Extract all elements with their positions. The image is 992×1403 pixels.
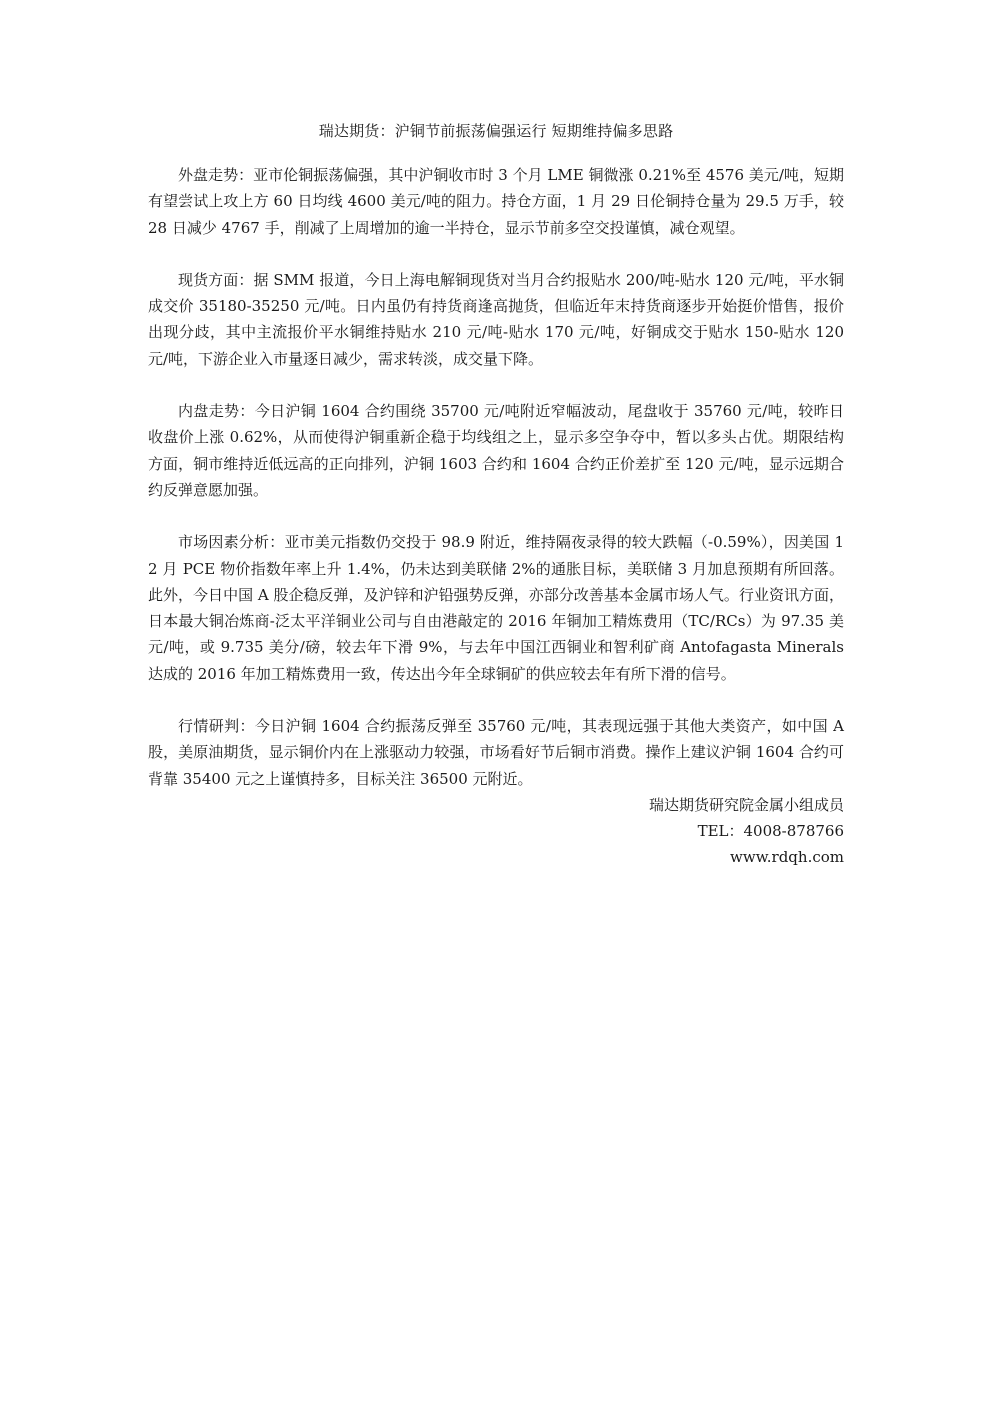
paragraph-outlook: 行情研判：今日沪铜 1604 合约振荡反弹至 35760 元/吨，其表现远强于其他大类资产，如中国 A 股，美原油期货，显示铜价内在上涨驱动力较强，市场看好节后铜市消费。操作上建议沪铜 1604 合约可背靠 35400 元之上谨慎持多，目标关注 36500 元附近。 <box>148 717 844 788</box>
paragraph-market-factors: 市场因素分析：亚市美元指数仍交投于 98.9 附近，维持隔夜录得的较大跌幅（-0.59%），因美国 12 月 PCE 物价指数年率上升 1.4%，仍未达到美联储 2%的通胀目标，美联储 3 月加息预期有所回落。此外，今日中国 A 股企稳反弹，及沪锌和沪铅强势反弹，亦部分改善基本金属市场人气。行业资讯方面，日本最大铜冶炼商-泛太平洋铜业公司与自由港敲定的 2016 年铜加工精炼费用（TC/RCs）为 97.35 美元/吨，或 9.735 美分/磅，较去年下滑 9%，与去年中国江西铜业和智利矿商 Antofagasta Minerals 达成的 2016 年加工精炼费用一致，传达出今年全球铜矿的供应较去年有所下滑的信号。 <box>148 533 844 683</box>
signature-website: www.rdqh.com <box>730 847 844 866</box>
article-title: 瑞达期货：沪铜节前振荡偏强运行 短期维持偏多思路 <box>318 122 674 140</box>
article-body <box>148 118 844 870</box>
paragraph-domestic-market: 内盘走势：今日沪铜 1604 合约围绕 35700 元/吨附近窄幅波动，尾盘收于 35760 元/吨，较昨日收盘价上涨 0.62%，从而使得沪铜重新企稳于均线组之上，显示多空争夺中，暂以多头占优。期限结构方面，铜市维持近低远高的正向排列，沪铜 1603 合约和 1604 合约正价差扩至 120 元/吨，显示远期合约反弹意愿加强。 <box>148 402 844 499</box>
signature-org: 瑞达期货研究院金属小组成员 <box>648 795 844 814</box>
paragraph-spot-market: 现货方面：据 SMM 报道，今日上海电解铜现货对当月合约报贴水 200/吨-贴水 120 元/吨，平水铜成交价 35180-35250 元/吨。日内虽仍有持货商逢高抛货，但临近年末持货商逐步开始挺价惜售，报价出现分歧，其中主流报价平水铜维持贴水 210 元/吨-贴水 170 元/吨，好铜成交于贴水 150-贴水 120 元/吨，下游企业入市量逐日减少，需求转淡，成交量下降。 <box>148 270 844 368</box>
paragraph-overseas-market: 外盘走势：亚市伦铜振荡偏强，其中沪铜收市时 3 个月 LME 铜微涨 0.21%至 4576 美元/吨，短期有望尝试上攻上方 60 日均线 4600 美元/吨的阻力。持仓方面，1 月 29 日伦铜持仓量为 29.5 万手，较 28 日减少 4767 手，削减了上周增加的逾一半持仓，显示节前多空交投谨慎，减仓观望。 <box>148 166 844 237</box>
signature-tel: TEL：4008-878766 <box>697 821 844 840</box>
